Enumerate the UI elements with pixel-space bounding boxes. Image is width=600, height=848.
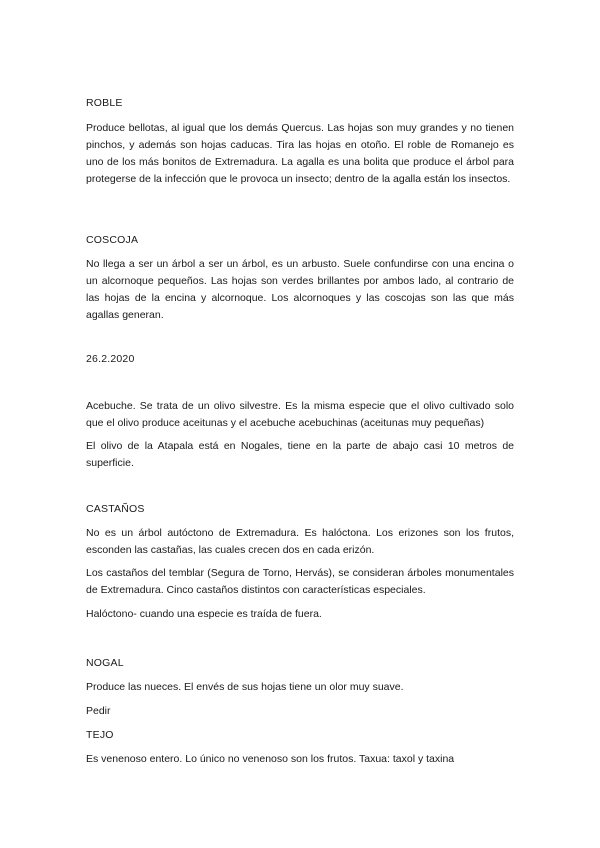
paragraph-nogal-2: Pedir — [86, 705, 111, 717]
paragraph-castanos-1: No es un árbol autóctono de Extremadura. Es halóctona. Los erizones son los frutos, esconden las castañas, las cuales crecen dos en cada erizón. — [86, 527, 514, 556]
paragraph-tejo: Es venenoso entero. Lo único no venenoso son los frutos. Taxua: taxol y taxina — [86, 753, 455, 765]
heading-castanos: CASTAÑOS — [86, 503, 145, 515]
paragraph-acebuche-2: El olivo de la Atapala está en Nogales, tiene en la parte de abajo casi 10 metros de superficie. — [86, 440, 514, 469]
paragraph-castanos-3: Halóctono- cuando una especie es traída de fuera. — [86, 608, 322, 620]
heading-coscoja: COSCOJA — [86, 234, 139, 246]
date-label: 26.2.2020 — [86, 353, 135, 365]
heading-nogal: NOGAL — [86, 657, 124, 669]
paragraph-nogal-1: Produce las nueces. El envés de sus hojas tiene un olor muy suave. — [86, 681, 404, 693]
paragraph-castanos-2: Los castaños del temblar (Segura de Torno, Hervás), se consideran árboles monumentales de Extremadura. Cinco castaños distintos con características especiales. — [86, 567, 514, 596]
paragraph-coscoja: No llega a ser un árbol a ser un árbol, es un arbusto. Suele confundirse con una encina o un alcornoque pequeños. Las hojas son verdes brillantes por ambos lado, al contrario de las hojas de la encina y alcornoque. Los alcornoques y las coscojas son las que más agallas generan. — [86, 258, 514, 321]
paragraph-acebuche-1: Acebuche. Se trata de un olivo silvestre. Es la misma especie que el olivo cultivado solo que el olivo produce aceitunas y el acebuche acebuchinas (aceitunas muy pequeñas) — [86, 400, 514, 429]
heading-roble: ROBLE — [86, 97, 123, 109]
heading-tejo: TEJO — [86, 729, 114, 741]
paragraph-roble: Produce bellotas, al igual que los demás Quercus. Las hojas son muy grandes y no tienen pinchos, y además son hojas caducas. Tira las hojas en otoño. El roble de Romanejo es uno de los más bonitos de Extremadura. La agalla es una bolita que produce el árbol para protegerse de la infección que le provoca un insecto; dentro de la agalla están los insectos. — [86, 122, 514, 185]
